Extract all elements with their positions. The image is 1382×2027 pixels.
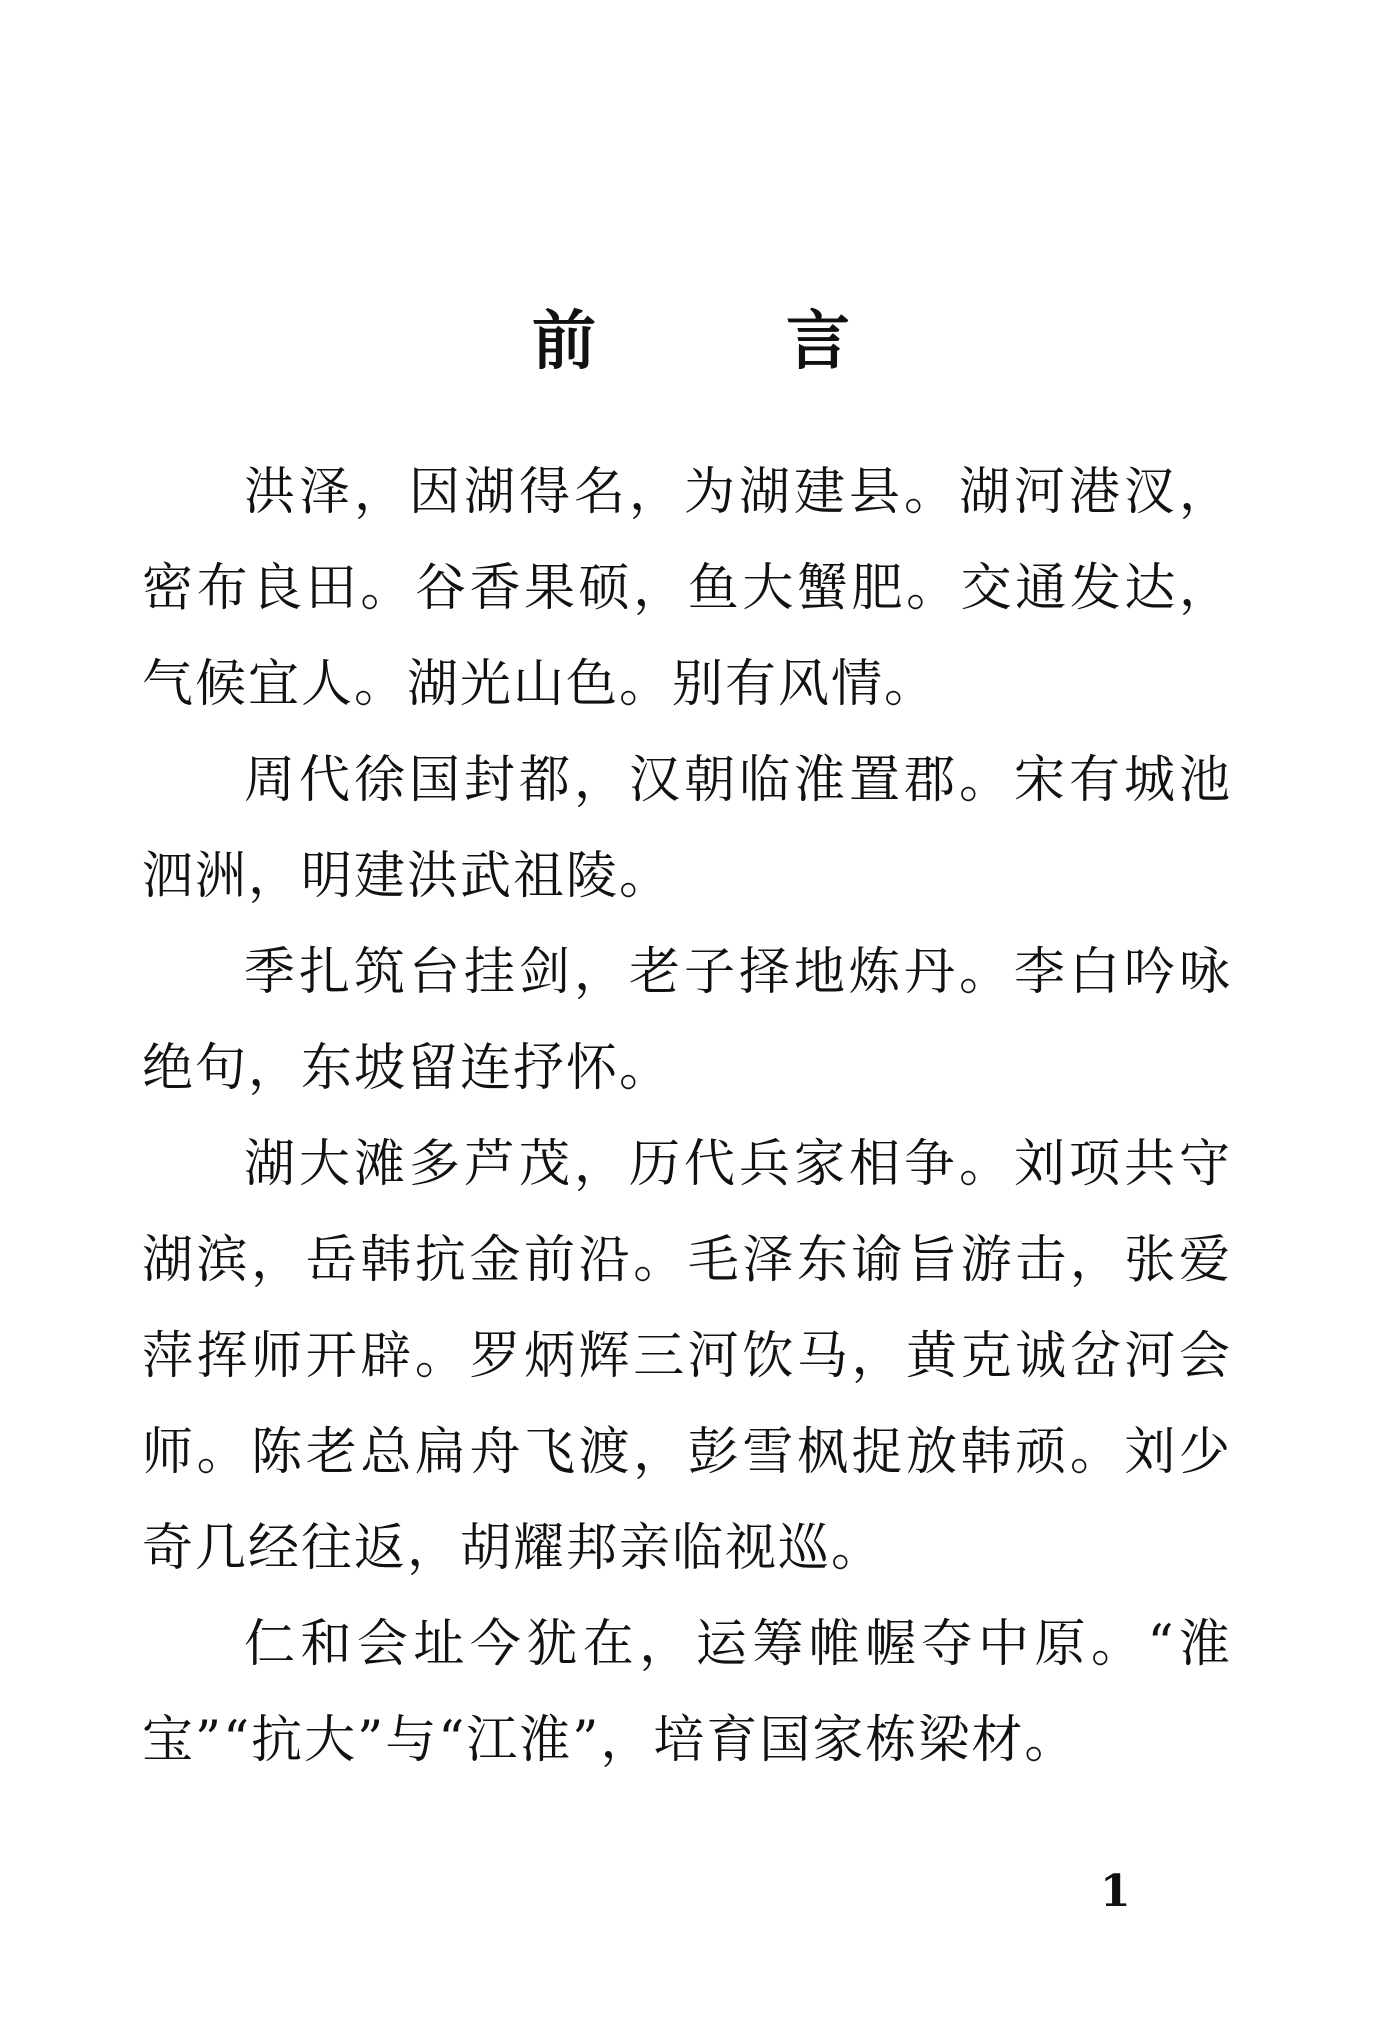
paragraph-4: 湖大滩多芦茂，历代兵家相争。刘项共守湖滨，岳韩抗金前沿。毛泽东谕旨游击，张爱萍挥师开辟。罗炳辉三河饮马，黄克诚岔河会师。陈老总扁舟飞渡，彭雪枫捉放韩顽。刘少奇几经往返，胡耀邦亲临视巡。 [142, 1135, 1232, 1578]
paragraph-2: 周代徐国封都，汉朝临淮置郡。宋有城池泗洲，明建洪武祖陵。 [142, 751, 1232, 906]
page-number: 1 [1100, 1866, 1131, 1917]
paragraph-3: 季扎筑台挂剑，老子择地炼丹。李白吟咏绝句，东坡留连抒怀。 [142, 943, 1232, 1098]
title-char-1: 前 [532, 304, 596, 379]
preface-body [142, 445, 1232, 1789]
page-title [0, 304, 1382, 379]
paragraph-5: 仁和会址今犹在，运筹帷幄夺中原。“淮宝”“抗大”与“江淮”，培育国家栋梁材。 [142, 1615, 1232, 1770]
title-char-2: 言 [786, 304, 850, 379]
paragraph-1: 洪泽，因湖得名，为湖建县。湖河港汊，密布良田。谷香果硕，鱼大蟹肥。交通发达，气候宜人。湖光山色。别有风情。 [142, 463, 1232, 714]
